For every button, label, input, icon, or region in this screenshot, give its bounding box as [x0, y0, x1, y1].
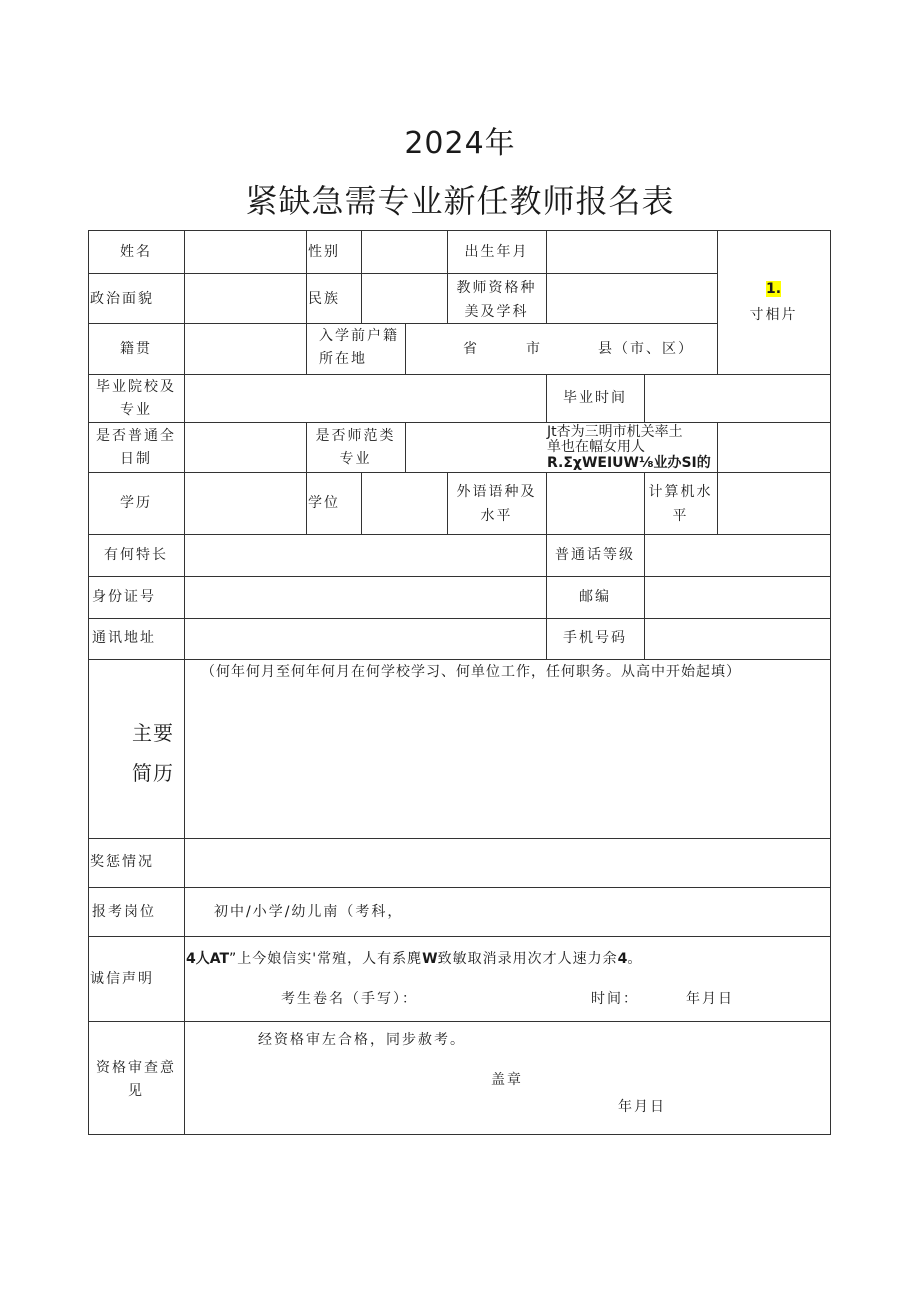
garbled-note-1: Jt杏为三明市机关率土	[547, 424, 683, 440]
label-language-2: 水平	[480, 508, 513, 524]
label-phone: 手机号码	[563, 630, 627, 646]
label-household-2: 所在地	[319, 351, 367, 367]
label-integrity: 诚信声明	[90, 971, 154, 987]
label-language-1: 外语语种及	[456, 484, 537, 500]
label-address: 通讯地址	[92, 630, 156, 646]
label-postcode: 邮编	[579, 589, 611, 605]
label-id-number: 身份证号	[92, 589, 156, 605]
label-normal-1: 是否师范类	[315, 428, 396, 444]
garbled-note-2: 单也在幅女用人	[547, 439, 645, 455]
label-review-1: 资格审查意	[96, 1060, 176, 1076]
label-mandarin: 普通话等级	[555, 547, 635, 563]
label-awards: 奖惩情况	[90, 854, 154, 870]
label-province: 省	[463, 341, 479, 357]
label-county: 县（市、区）	[598, 341, 694, 357]
integrity-date: 年月日	[686, 991, 734, 1007]
label-specialty: 有何特长	[104, 547, 168, 563]
label-city: 市	[526, 341, 542, 357]
photo-marker: 1.	[765, 281, 782, 297]
seal-label: 盖章	[491, 1072, 523, 1088]
label-school-1: 毕业院校及	[96, 379, 176, 395]
form-title: 紧缺急需专业新任教师报名表	[245, 182, 675, 220]
label-fulltime-2: 日制	[120, 451, 152, 467]
post-value: 初中/小学/幼儿南（考科，	[214, 904, 404, 920]
review-date: 年月日	[618, 1099, 666, 1115]
time-label: 时间：	[591, 991, 639, 1007]
label-review-2: 见	[128, 1083, 144, 1099]
label-household-1: 入学前户籍	[319, 328, 399, 344]
label-native: 籍贯	[120, 341, 152, 357]
label-degree: 学位	[308, 495, 340, 511]
garbled-note-3: R.ΣχWEIUW⅛业办SI的	[547, 455, 711, 471]
integrity-statement: 4人AT”上今娘信实'常殖，人有系麂W致敏取消录用次才人速力余4。	[186, 951, 643, 967]
form-year: 2024年	[404, 126, 516, 161]
label-resume-2: 简历	[132, 761, 174, 785]
resume-hint: （何年何月至何年何月在何学校学习、何单位工作，任何职务。从高中开始起填）	[201, 664, 741, 680]
label-birth: 出生年月	[464, 244, 529, 260]
label-post: 报考岗位	[92, 904, 156, 920]
label-computer-1: 计算机水	[648, 484, 713, 500]
label-resume-1: 主要	[132, 721, 174, 745]
label-grad-time: 毕业时间	[563, 390, 627, 406]
label-normal-2: 专业	[339, 451, 372, 467]
signature-label: 考生卷名（手写）：	[281, 991, 418, 1007]
label-political: 政治面貌	[90, 291, 154, 307]
review-text: 经资格审左合格，同步赦考。	[258, 1032, 466, 1048]
label-name: 姓名	[120, 244, 152, 260]
label-school-2: 专业	[120, 402, 152, 418]
label-gender: 性别	[308, 244, 340, 260]
label-education: 学历	[120, 495, 152, 511]
label-fulltime-1: 是否普通全	[96, 428, 176, 444]
label-ethnic: 民族	[308, 291, 340, 307]
label-cert-2: 美及学科	[464, 304, 529, 320]
label-cert-1: 教师资格种	[456, 280, 537, 296]
label-computer-2: 平	[672, 508, 689, 524]
label-photo: 寸相片	[749, 307, 798, 323]
